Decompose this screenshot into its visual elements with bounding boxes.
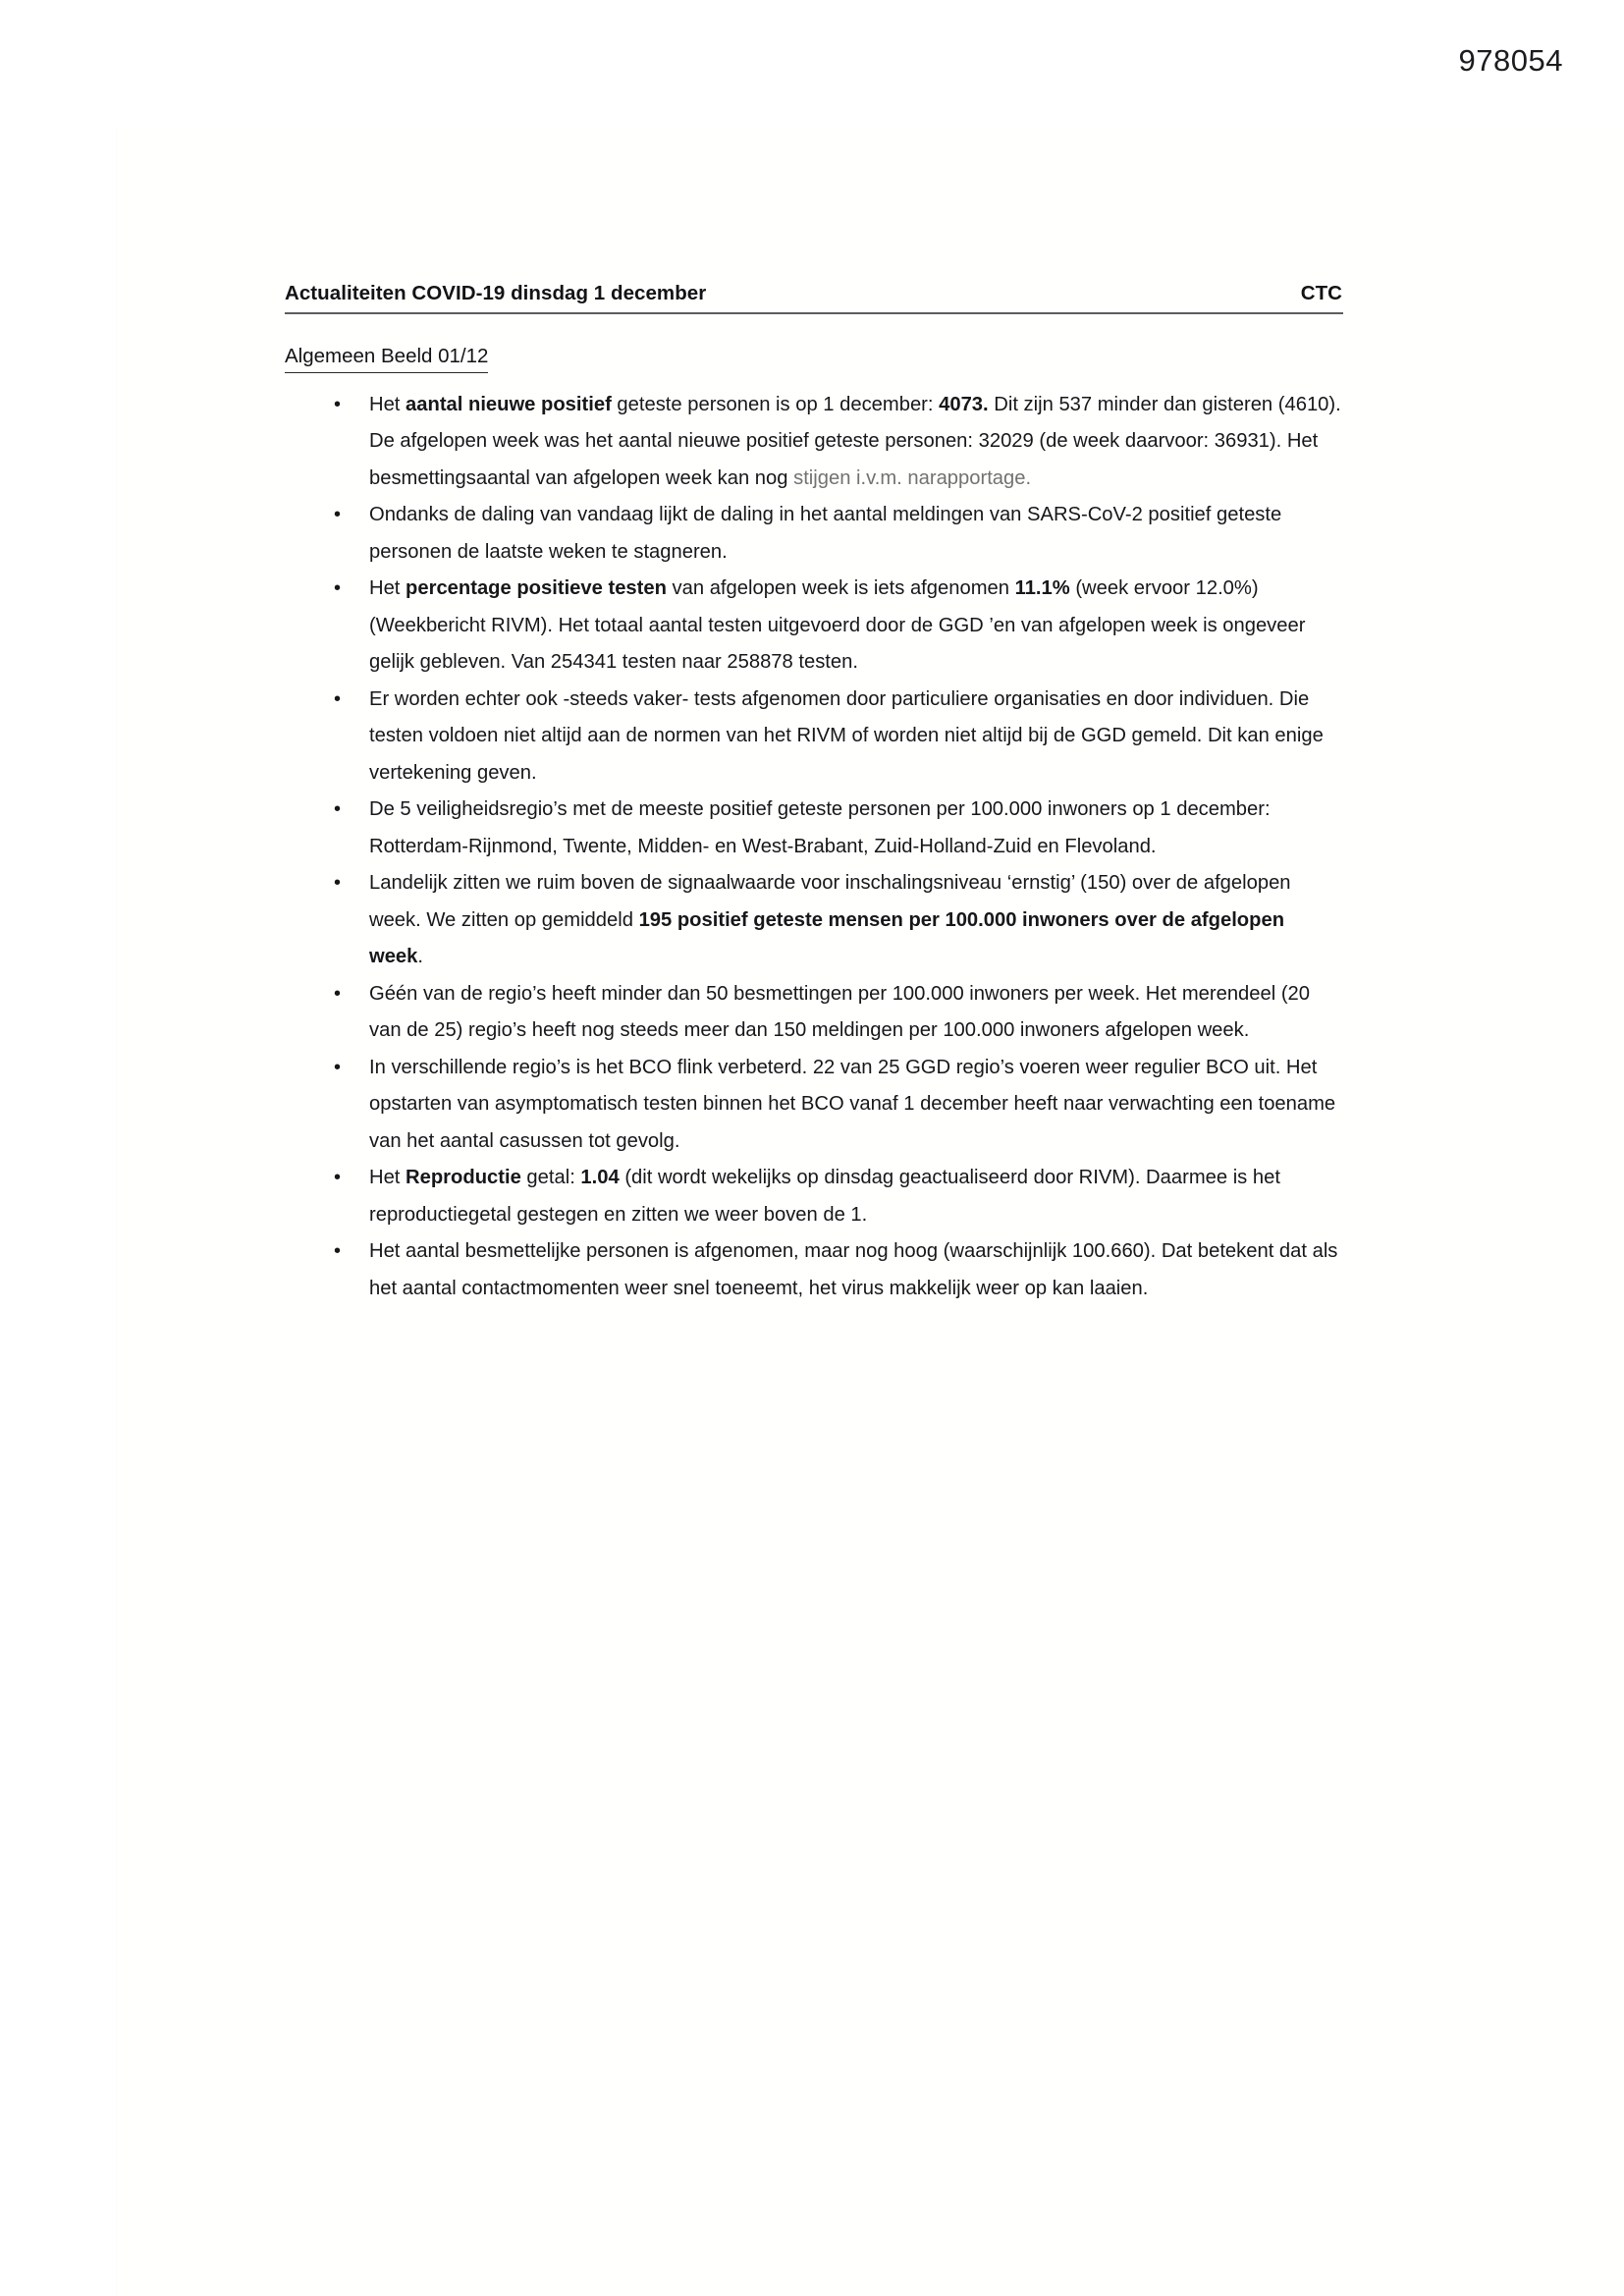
section-heading: Algemeen Beeld 01/12 — [285, 344, 488, 373]
bullet-text: Ondanks de daling van vandaag lijkt de daling in het aantal meldingen van SARS-CoV-2 positief geteste personen de laatste weken te stagneren. — [369, 504, 1282, 563]
bullet-text: stijgen i.v.m. narapportage. — [793, 466, 1032, 489]
bullet-emphasis-text: 11.1% — [1014, 577, 1070, 600]
bullet-text: (week ervoor 12.0%) (Weekbericht RIVM). Het totaal aantal testen uitgevoerd door de GGD ’en van afgelopen week is ongeveer gelijk gebleven. Van 254341 testen naar 258878 testen. — [369, 577, 1306, 674]
bullet-emphasis-text: percentage positieve testen — [406, 577, 667, 600]
bullet-text: . — [417, 946, 423, 968]
bullet-text: Dit zijn 537 minder dan gisteren (4610). De afgelopen week was het aantal nieuwe positief geteste personen: 32029 (de week daarvoor: 36931). Het besmettingsaantal van afgelopen week kan nog — [369, 393, 1341, 489]
document-stamp-number: 978054 — [1458, 43, 1563, 78]
bullet-item — [285, 792, 1343, 865]
bullet-emphasis-text: 1.04 — [580, 1167, 620, 1189]
bullet-text: Het aantal besmettelijke personen is afgenomen, maar nog hoog (waarschijnlijk 100.660). Dat betekent dat als het aantal contactmomenten weer snel toeneemt, het virus makkelijk weer op kan laaien. — [369, 1240, 1338, 1299]
bullet-item — [285, 1050, 1343, 1161]
document-title: Actualiteiten COVID-19 dinsdag 1 december — [285, 282, 707, 304]
bullet-text: Er worden echter ook -steeds vaker- tests afgenomen door particuliere organisaties en door individuen. Die testen voldoen niet altijd aan de normen van het RIVM of worden niet altijd bij de GGD gemeld. Dit kan enige vertekening geven. — [369, 687, 1324, 784]
bullet-text: (dit wordt wekelijks op dinsdag geactualiseerd door RIVM). Daarmee is het reproductiegetal gestegen en zitten we weer boven de 1. — [369, 1167, 1280, 1226]
bullet-emphasis-text: aantal nieuwe positief — [406, 393, 612, 415]
bullet-text: getal: — [520, 1167, 581, 1189]
bullet-text: In verschillende regio’s is het BCO flink verbeterd. 22 van 25 GGD regio’s voeren weer regulier BCO uit. Het opstarten van asymptomatisch testen binnen het BCO vanaf 1 december heeft naar verwachting een toename van het aantal casussen tot gevolg. — [369, 1056, 1336, 1152]
bullet-item — [285, 387, 1343, 498]
bullet-text: Het — [369, 393, 406, 415]
bullet-text: Landelijk zitten we ruim boven de signaalwaarde voor inschalingsniveau ‘ernstig’ (150) over de afgelopen week. We zitten op gemiddeld — [369, 872, 1291, 931]
bullet-item — [285, 976, 1343, 1050]
bullet-item — [285, 571, 1343, 682]
bullet-text: De 5 veiligheidsregio’s met de meeste positief geteste personen per 100.000 inwoners op 1 december: Rotterdam-Rijnmond, Twente, Midden- en West-Brabant, Zuid-Holland-Zuid en Flevoland. — [369, 798, 1271, 857]
bullet-emphasis-text: 195 positief geteste mensen per 100.000 inwoners over de afgelopen week — [369, 908, 1285, 968]
document-header-row — [285, 282, 1343, 305]
bullet-item — [285, 865, 1343, 976]
bullet-text: geteste personen is op 1 december: — [611, 393, 940, 415]
bullet-text: Het — [369, 577, 406, 600]
bullet-item — [285, 1233, 1343, 1307]
bullet-item — [285, 497, 1343, 571]
bullet-item — [285, 1160, 1343, 1233]
header-divider-rule — [285, 312, 1343, 314]
document-header-right-label: CTC — [1300, 282, 1342, 304]
bullet-text: Géén van de regio’s heeft minder dan 50 besmettingen per 100.000 inwoners per week. Het merendeel (20 van de 25) regio’s heeft nog steeds meer dan 150 meldingen per 100.000 inwoners afgelopen week. — [369, 982, 1311, 1042]
bullet-text: Het — [369, 1167, 406, 1189]
document-body — [285, 282, 1343, 1307]
bullet-emphasis-text: Reproductie — [406, 1167, 521, 1189]
bullet-text: van afgelopen week is iets afgenomen — [666, 577, 1015, 600]
bullet-list — [285, 387, 1343, 1308]
bullet-emphasis-text: 4073. — [939, 393, 989, 415]
bullet-item — [285, 682, 1343, 793]
